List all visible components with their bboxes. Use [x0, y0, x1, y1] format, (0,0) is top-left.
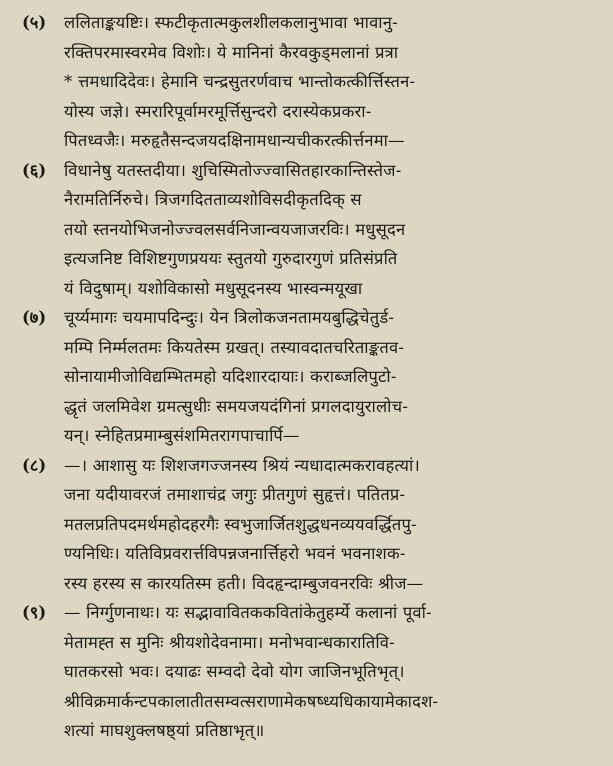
verse-line — [22, 569, 599, 599]
verse-text: मेतामह्त स मुनिः श्रीयशोदेवनामा। मनोभवान्धकारातिवि- — [64, 632, 395, 652]
verse-8 — [22, 451, 599, 599]
verse-line — [22, 156, 599, 186]
verse-text: रक्तिपरमास्वरमेव विशोः। ये मानिनां कैरवकुड्मलानां प्रत्रा — [64, 42, 399, 62]
verse-line — [22, 244, 599, 274]
verse-line — [22, 510, 599, 540]
verse-line — [22, 392, 599, 422]
verse-line — [22, 97, 599, 127]
verse-line — [22, 628, 599, 658]
verse-text: — निर्ग्गुणनाथः। यः सद्भावावितककवितांकेतुहर्म्ये कलानां पूर्वा- — [64, 603, 432, 622]
verse-line — [22, 8, 599, 38]
verse-line — [22, 657, 599, 687]
verse-number: (७) — [22, 308, 47, 327]
verse-text: रस्य हरस्य स कारयतिस्म हती। विदहृन्दाम्बुजवनरविः श्रीज— — [64, 573, 424, 593]
verse-text: इत्यजनिष्ट विशिष्टगुणप्रययः स्तुतयो गुरुदारगुणं प्रतिसंप्रति — [64, 249, 398, 268]
verse-number: (९) — [22, 603, 47, 622]
verse-line — [22, 362, 599, 392]
verse-number: (६) — [22, 160, 47, 180]
verse-text: मम्पि निर्म्मलतमः कियतेस्म ग्रखत्। तस्यावदातचरिताङ्कतव- — [64, 337, 405, 357]
verse-text: ललिताङ्कयष्टिः। स्फटीकृतात्मकुलशीलकलानुभावा भावानु- — [64, 13, 398, 32]
verse-line — [22, 126, 599, 156]
verse-line — [22, 598, 599, 628]
verse-7 — [22, 303, 599, 451]
verse-text: यन्। स्नेहितप्रमाम्बुसंशमितरागपाचार्पि— — [64, 426, 300, 445]
verse-text: योस्य जज्ञे। स्मरारिपूर्वामरमूर्त्तिसुन्दरो दरास्येकप्रकरा- — [64, 101, 372, 121]
verse-text: जना यदीयावरजं तमाशाचंद्र जगुः प्रीतगुणं सुहृत्तं। पतितप्र- — [64, 485, 406, 504]
verse-text: घातकरसो भवः। दयाढः सम्वदो देवो योग जाजिनभूतिभृत्। — [64, 662, 405, 681]
verse-line — [22, 480, 599, 510]
verse-text: ण्यनिधिः। यतिविप्रवरार्त्तविपन्नजनार्त्तिहरो भवनं भवनाशक- — [64, 544, 406, 563]
verse-line — [22, 274, 599, 304]
verse-number: (५) — [22, 13, 47, 32]
verse-5 — [22, 8, 599, 156]
verse-line — [22, 687, 599, 717]
verse-line — [22, 215, 599, 245]
verse-line — [22, 185, 599, 215]
verse-line — [22, 716, 599, 746]
verse-line — [22, 539, 599, 569]
verse-text: * त्तमधादिदेवः। हेमानि चन्द्रसुतरर्णवाच भान्तोकत्कीर्त्तिस्तन- — [64, 72, 416, 91]
verse-text: पितध्वजैः। मरुहृतैसन्दजयदक्षिनामधान्यचीकरत्कीर्त्तनमा— — [64, 131, 405, 150]
verse-text: नैरामतिर्निरुचे। त्रिजगदितताव्यशोविसदीकृतदिक् स — [64, 190, 362, 209]
verse-line — [22, 333, 599, 363]
verse-text: शत्यां माघशुक्लषष्ठ्यां प्रतिष्ठाभृत्॥ — [64, 721, 265, 740]
verse-text: द्धृतं जलमिवेश ग्रमत्सुधीः समयजयदंगिनां प्रगलदायुरालोच- — [64, 396, 409, 416]
verse-line — [22, 421, 599, 451]
verse-line — [22, 67, 599, 97]
verse-text: विधानेषु यतस्तदीया। शुचिस्मितोज्ज्वासितहारकान्तिस्तेज- — [64, 160, 402, 180]
verse-text: चूर्य्यमागः चयमापदिन्दुः। येन त्रिलोकजनतामयबुद्धिचेतुर्ड- — [64, 308, 395, 327]
verse-line — [22, 38, 599, 68]
verse-line — [22, 451, 599, 481]
verse-text: मतलप्रतिपदमर्थमहोदहरगैः स्वभुजार्जितशुद्धधनव्ययवर्द्धितपु- — [64, 514, 417, 534]
verse-6 — [22, 156, 599, 304]
verse-text: तयो स्तनयोभिजनोज्ज्वलसर्वनिजान्वयजाजरविः। मधुसूदन — [64, 219, 406, 239]
verse-text: —। आशासु यः शिशजगज्जनस्य श्रियं न्यधादात्मकरावहत्यां। — [64, 455, 420, 475]
verse-number: (८) — [22, 455, 47, 475]
verse-text: सोनायामीजोविद्यम्भितमहो यदिशारदायाः। कराब्जलिपुटो- — [64, 367, 397, 386]
verse-text: श्रीविक्रमार्कन्टपकालातीतसम्वत्सराणामेकषष्ध्यधिकायामेकादश- — [64, 691, 439, 711]
verse-9 — [22, 598, 599, 746]
verse-line — [22, 303, 599, 333]
verse-text: यं विदुषाम्। यशोविकासो मधुसूदनस्य भास्वन्मयूखा — [64, 278, 363, 298]
